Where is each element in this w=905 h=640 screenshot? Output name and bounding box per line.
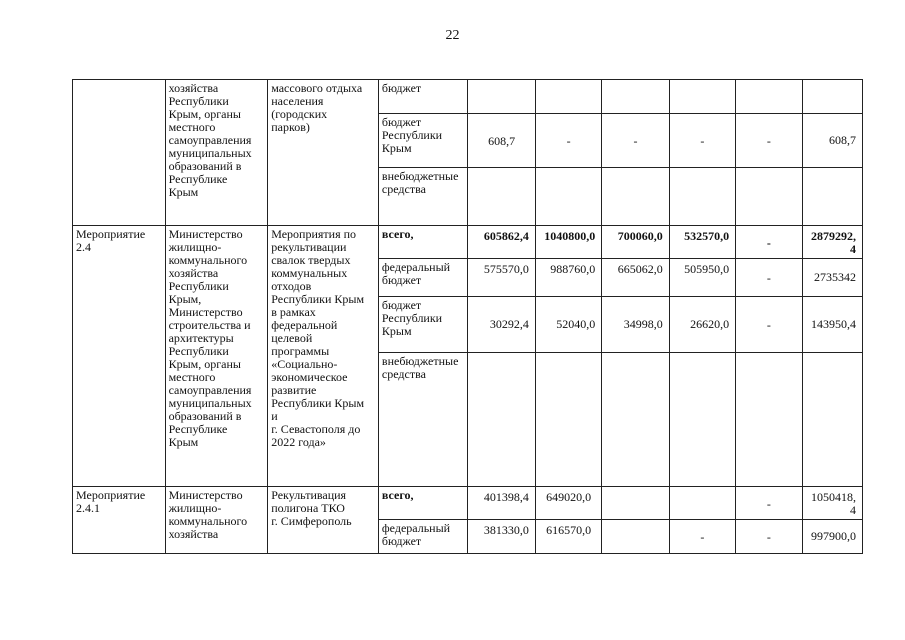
value-cell: 1050418,4 xyxy=(802,487,862,520)
value-cell: - xyxy=(736,226,802,259)
value-cell: 665062,0 xyxy=(602,259,669,297)
description-cell: массового отдыха населения (городских парков) xyxy=(268,80,379,226)
value-cell: - xyxy=(669,520,735,554)
value-cell xyxy=(736,353,802,487)
executor-cell: Министерство жилищно- коммунального хозяйства Республики Крым, Министерство строительства и архитектуры Республики Крым, органы местного самоуправления муниципальных образований в Республике Крым xyxy=(165,226,268,487)
value-cell: 2735342 xyxy=(802,259,862,297)
source-cell: всего, xyxy=(378,487,468,520)
value-cell: 575570,0 xyxy=(468,259,535,297)
value-cell: - xyxy=(535,114,601,168)
value-cell xyxy=(602,520,669,554)
value-cell: 532570,0 xyxy=(669,226,735,259)
value-cell: - xyxy=(736,259,802,297)
value-cell: 605862,4 xyxy=(468,226,535,259)
event-cell xyxy=(73,80,166,226)
value-cell: 401398,4 xyxy=(468,487,535,520)
value-cell: - xyxy=(736,520,802,554)
value-cell xyxy=(736,80,802,114)
value-cell xyxy=(535,353,601,487)
executor-cell: хозяйства Республики Крым, органы местного самоуправления муниципальных образований в Республике Крым xyxy=(165,80,268,226)
description-cell: Рекультивация полигона ТКО г. Симферополь xyxy=(268,487,379,554)
value-cell: 30292,4 xyxy=(468,297,535,353)
value-cell: - xyxy=(736,297,802,353)
value-cell xyxy=(602,80,669,114)
source-cell: бюджет Республики Крым xyxy=(378,297,468,353)
value-cell xyxy=(736,168,802,226)
table-row xyxy=(73,226,863,259)
executor-cell: Министерство жилищно- коммунального хозяйства xyxy=(165,487,268,554)
value-cell: 505950,0 xyxy=(669,259,735,297)
financing-table xyxy=(72,79,863,554)
value-cell: - xyxy=(669,114,735,168)
description-cell: Мероприятия по рекультивации свалок твердых коммунальных отходов Республики Крым в рамках федеральной целевой программы «Социально- экономическое развитие Республики Крым и г. Севастополя до 2022 года» xyxy=(268,226,379,487)
source-cell: бюджет Республики Крым xyxy=(378,114,468,168)
value-cell: 700060,0 xyxy=(602,226,669,259)
value-cell xyxy=(802,168,862,226)
value-cell xyxy=(602,168,669,226)
source-cell: внебюджетные средства xyxy=(378,168,468,226)
value-cell: 52040,0 xyxy=(535,297,601,353)
source-cell: всего, xyxy=(378,226,468,259)
value-cell xyxy=(802,80,862,114)
value-cell: - xyxy=(736,114,802,168)
value-cell xyxy=(602,353,669,487)
value-cell xyxy=(669,353,735,487)
value-cell: 616570,0 xyxy=(535,520,601,554)
source-cell: внебюджетные средства xyxy=(378,353,468,487)
value-cell xyxy=(535,168,601,226)
value-cell: 608,7 xyxy=(468,114,535,168)
value-cell xyxy=(468,168,535,226)
event-cell: Мероприятие 2.4.1 xyxy=(73,487,166,554)
value-cell: 1040800,0 xyxy=(535,226,601,259)
value-cell: 988760,0 xyxy=(535,259,601,297)
value-cell xyxy=(802,353,862,487)
value-cell: 608,7 xyxy=(802,114,862,168)
value-cell: 2879292,4 xyxy=(802,226,862,259)
value-cell: 997900,0 xyxy=(802,520,862,554)
value-cell xyxy=(468,80,535,114)
value-cell xyxy=(669,168,735,226)
value-cell xyxy=(535,80,601,114)
source-cell: федеральный бюджет xyxy=(378,259,468,297)
value-cell: 143950,4 xyxy=(802,297,862,353)
value-cell: 649020,0 xyxy=(535,487,601,520)
value-cell: 34998,0 xyxy=(602,297,669,353)
table-row xyxy=(73,80,863,114)
value-cell: - xyxy=(602,114,669,168)
table-row xyxy=(73,487,863,520)
event-cell: Мероприятие 2.4 xyxy=(73,226,166,487)
value-cell xyxy=(468,353,535,487)
value-cell: - xyxy=(736,487,802,520)
source-cell: федеральный бюджет xyxy=(378,520,468,554)
value-cell: 26620,0 xyxy=(669,297,735,353)
source-cell: бюджет xyxy=(378,80,468,114)
value-cell xyxy=(602,487,669,520)
page-number: 22 xyxy=(445,28,460,43)
value-cell xyxy=(669,487,735,520)
value-cell: 381330,0 xyxy=(468,520,535,554)
value-cell xyxy=(669,80,735,114)
